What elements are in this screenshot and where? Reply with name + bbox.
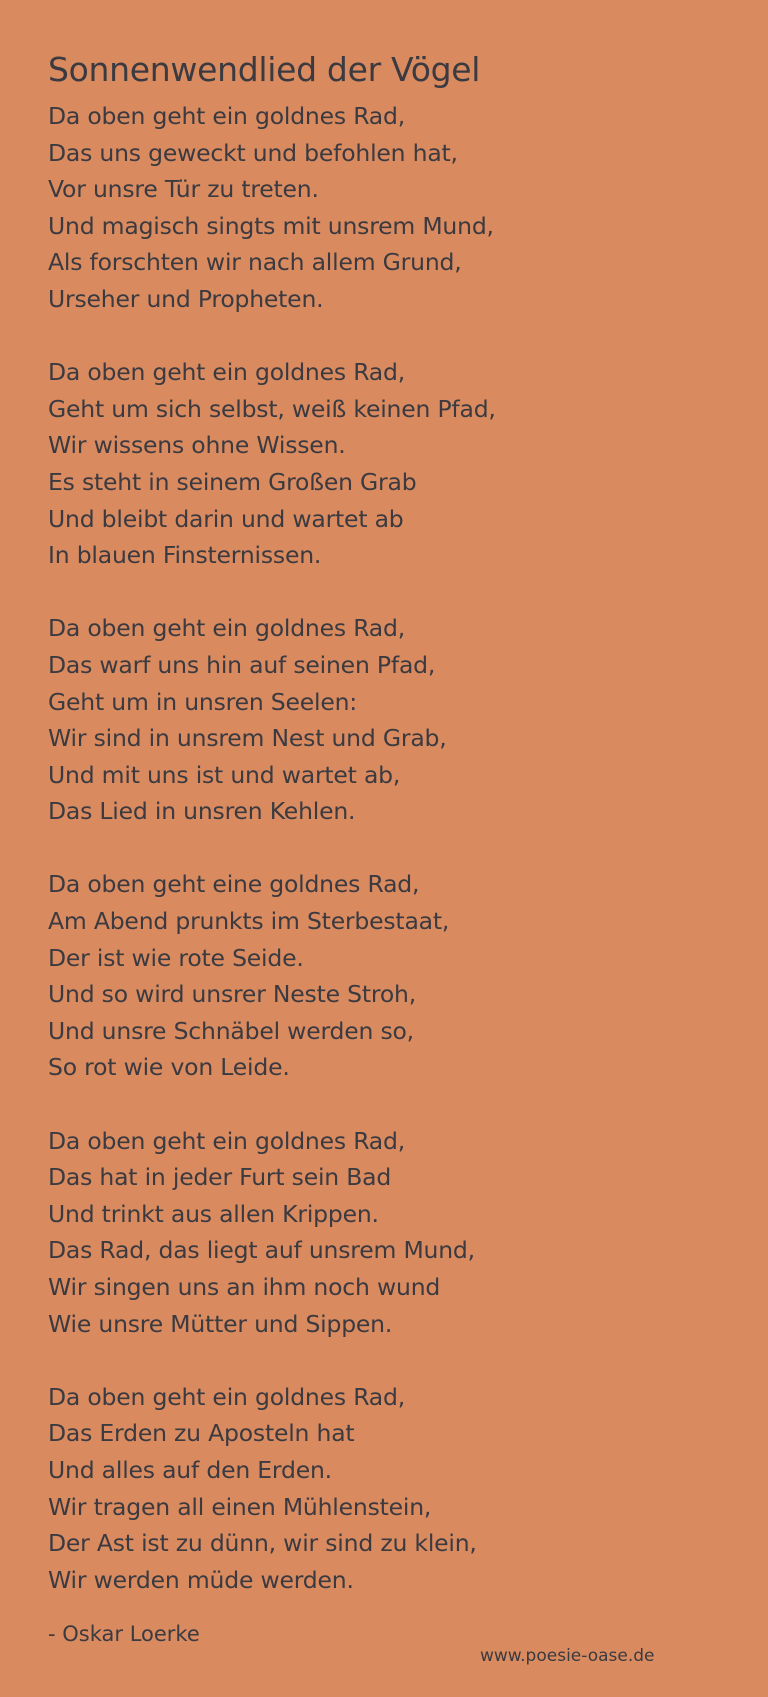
poem-line: Und trinkt aus allen Krippen. xyxy=(48,1199,379,1228)
stanza-2 xyxy=(48,354,748,574)
poem-title: Sonnenwendlied der Vögel xyxy=(48,50,481,89)
poem-line: Es steht in seinem Großen Grab xyxy=(48,467,417,496)
poem-line: Das Rad, das liegt auf unsrem Mund, xyxy=(48,1236,475,1265)
poem-line: Und mit uns ist und wartet ab, xyxy=(48,760,401,789)
poem-line: Und magisch singts mit unsrem Mund, xyxy=(48,211,494,240)
poem-line: Das Erden zu Aposteln hat xyxy=(48,1419,355,1448)
poem-line: Das uns geweckt und befohlen hat, xyxy=(48,138,458,167)
stanza-6 xyxy=(48,1379,748,1599)
poem-line: Da oben geht eine goldnes Rad, xyxy=(48,870,420,899)
poem-line: Und so wird unsrer Neste Stroh, xyxy=(48,980,416,1009)
poem-line: Da oben geht ein goldnes Rad, xyxy=(48,102,405,130)
poem-line: Urseher und Propheten. xyxy=(48,284,324,313)
poem-line: Da oben geht ein goldnes Rad, xyxy=(48,614,405,643)
poem-author: - Oskar Loerke xyxy=(48,1622,200,1646)
poem-line: Geht um in unsren Seelen: xyxy=(48,687,358,716)
poem-line: Das hat in jeder Furt sein Bad xyxy=(48,1163,392,1192)
poem-line: Da oben geht ein goldnes Rad, xyxy=(48,358,405,387)
poem-line: So rot wie von Leide. xyxy=(48,1053,290,1082)
poem-line: Wir sind in unsrem Nest und Grab, xyxy=(48,724,447,753)
poem-line: Vor unsre Tür zu treten. xyxy=(48,175,319,204)
poem-line: Der ist wie rote Seide. xyxy=(48,943,304,972)
website-watermark: www.poesie-oase.de xyxy=(480,1646,655,1666)
poem-line: Wie unsre Mütter und Sippen. xyxy=(48,1309,393,1338)
poem-container xyxy=(48,48,748,1635)
stanza-3 xyxy=(48,610,748,830)
poem-line: Das warf uns hin auf seinen Pfad, xyxy=(48,650,436,679)
poem-line: Da oben geht ein goldnes Rad, xyxy=(48,1382,405,1411)
poem-line: Wir singen uns an ihm noch wund xyxy=(48,1273,441,1301)
poem-line: Und unsre Schnäbel werden so, xyxy=(48,1016,414,1045)
poem-line: Wir werden müde werden. xyxy=(48,1565,354,1594)
stanza-1 xyxy=(48,98,748,318)
poem-line: Am Abend prunkts im Sterbestaat, xyxy=(48,907,450,936)
poem-line: Der Ast ist zu dünn, wir sind zu klein, xyxy=(48,1529,477,1558)
stanza-5 xyxy=(48,1123,748,1343)
poem-line: Und alles auf den Erden. xyxy=(48,1455,332,1484)
poem-line: Als forschten wir nach allem Grund, xyxy=(48,248,462,277)
poem-line: Wir wissens ohne Wissen. xyxy=(48,431,346,460)
poem-line: In blauen Finsternissen. xyxy=(48,541,322,570)
stanza-4 xyxy=(48,866,748,1086)
poem-line: Da oben geht ein goldnes Rad, xyxy=(48,1126,405,1155)
poem-line: Und bleibt darin und wartet ab xyxy=(48,504,404,533)
poem-line: Wir tragen all einen Mühlenstein, xyxy=(48,1492,432,1521)
poem-line: Das Lied in unsren Kehlen. xyxy=(48,797,356,826)
poem-line: Geht um sich selbst, weiß keinen Pfad, xyxy=(48,394,496,423)
